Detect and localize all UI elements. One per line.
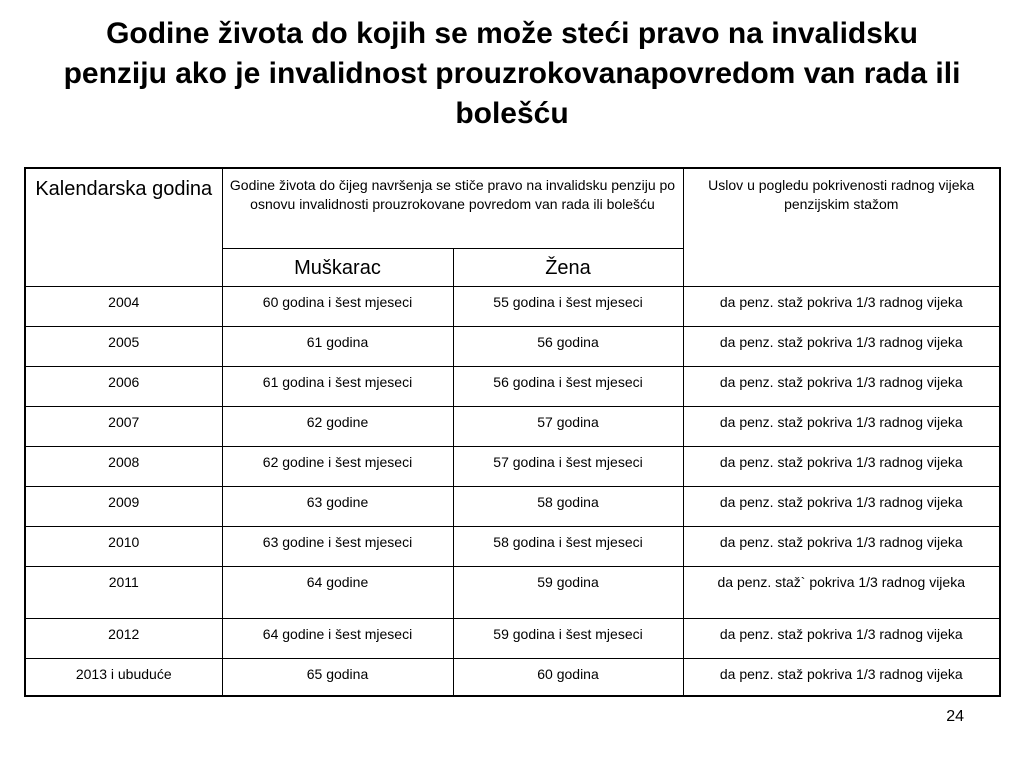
- cell-men: 60 godina i šest mjeseci: [222, 286, 453, 326]
- cell-condition: da penz. staž pokriva 1/3 radnog vijeka: [683, 618, 1000, 658]
- cell-men: 64 godine: [222, 566, 453, 618]
- header-women: Žena: [453, 248, 683, 286]
- cell-men: 62 godine: [222, 406, 453, 446]
- cell-year: 2011: [25, 566, 222, 618]
- header-age-limit: Godine života do čijeg navršenja se stiče pravo na invalidsku penziju po osnovu invalidnosti prouzrokovane povredom van rada ili bolešću: [222, 168, 683, 248]
- cell-men: 61 godina: [222, 326, 453, 366]
- table-row: [25, 406, 1000, 446]
- cell-year: 2010: [25, 526, 222, 566]
- table-body: [25, 286, 1000, 696]
- cell-year: 2007: [25, 406, 222, 446]
- cell-women: 55 godina i šest mjeseci: [453, 286, 683, 326]
- pension-table-container: [24, 167, 999, 697]
- cell-year: 2005: [25, 326, 222, 366]
- pension-table: [24, 167, 1001, 697]
- cell-men: 62 godine i šest mjeseci: [222, 446, 453, 486]
- cell-women: 56 godina i šest mjeseci: [453, 366, 683, 406]
- table-row: [25, 286, 1000, 326]
- page-number: 24: [946, 708, 964, 725]
- table-row: [25, 566, 1000, 618]
- cell-condition: da penz. staž pokriva 1/3 radnog vijeka: [683, 326, 1000, 366]
- cell-women: 57 godina i šest mjeseci: [453, 446, 683, 486]
- cell-women: 59 godina i šest mjeseci: [453, 618, 683, 658]
- cell-women: 57 godina: [453, 406, 683, 446]
- table-row: [25, 526, 1000, 566]
- cell-women: 58 godina: [453, 486, 683, 526]
- cell-year: 2013 i ubuduće: [25, 658, 222, 696]
- table-row: [25, 486, 1000, 526]
- cell-year: 2006: [25, 366, 222, 406]
- table-row: [25, 446, 1000, 486]
- cell-condition: da penz. staž pokriva 1/3 radnog vijeka: [683, 658, 1000, 696]
- cell-men: 63 godine: [222, 486, 453, 526]
- table-row: [25, 366, 1000, 406]
- cell-year: 2012: [25, 618, 222, 658]
- table-row: [25, 658, 1000, 696]
- header-calendar-year: Kalendarska godina: [25, 168, 222, 286]
- cell-men: 63 godine i šest mjeseci: [222, 526, 453, 566]
- cell-women: 56 godina: [453, 326, 683, 366]
- cell-condition: da penz. staž pokriva 1/3 radnog vijeka: [683, 366, 1000, 406]
- cell-year: 2004: [25, 286, 222, 326]
- cell-year: 2009: [25, 486, 222, 526]
- cell-year: 2008: [25, 446, 222, 486]
- cell-women: 58 godina i šest mjeseci: [453, 526, 683, 566]
- cell-condition: da penz. staž pokriva 1/3 radnog vijeka: [683, 486, 1000, 526]
- cell-women: 60 godina: [453, 658, 683, 696]
- table-row: [25, 618, 1000, 658]
- cell-condition: da penz. staž` pokriva 1/3 radnog vijeka: [683, 566, 1000, 618]
- cell-condition: da penz. staž pokriva 1/3 radnog vijeka: [683, 286, 1000, 326]
- header-men: Muškarac: [222, 248, 453, 286]
- table-row: [25, 326, 1000, 366]
- header-coverage-condition: Uslov u pogledu pokrivenosti radnog vijeka penzijskim stažom: [683, 168, 1000, 286]
- cell-condition: da penz. staž pokriva 1/3 radnog vijeka: [683, 526, 1000, 566]
- slide-title: Godine života do kojih se može steći pravo na invalidsku penziju ako je invalidnost prouzrokovanapovredom van rada ili bolešću: [63, 17, 961, 130]
- cell-men: 61 godina i šest mjeseci: [222, 366, 453, 406]
- cell-condition: da penz. staž pokriva 1/3 radnog vijeka: [683, 446, 1000, 486]
- cell-women: 59 godina: [453, 566, 683, 618]
- cell-men: 64 godine i šest mjeseci: [222, 618, 453, 658]
- cell-condition: da penz. staž pokriva 1/3 radnog vijeka: [683, 406, 1000, 446]
- cell-men: 65 godina: [222, 658, 453, 696]
